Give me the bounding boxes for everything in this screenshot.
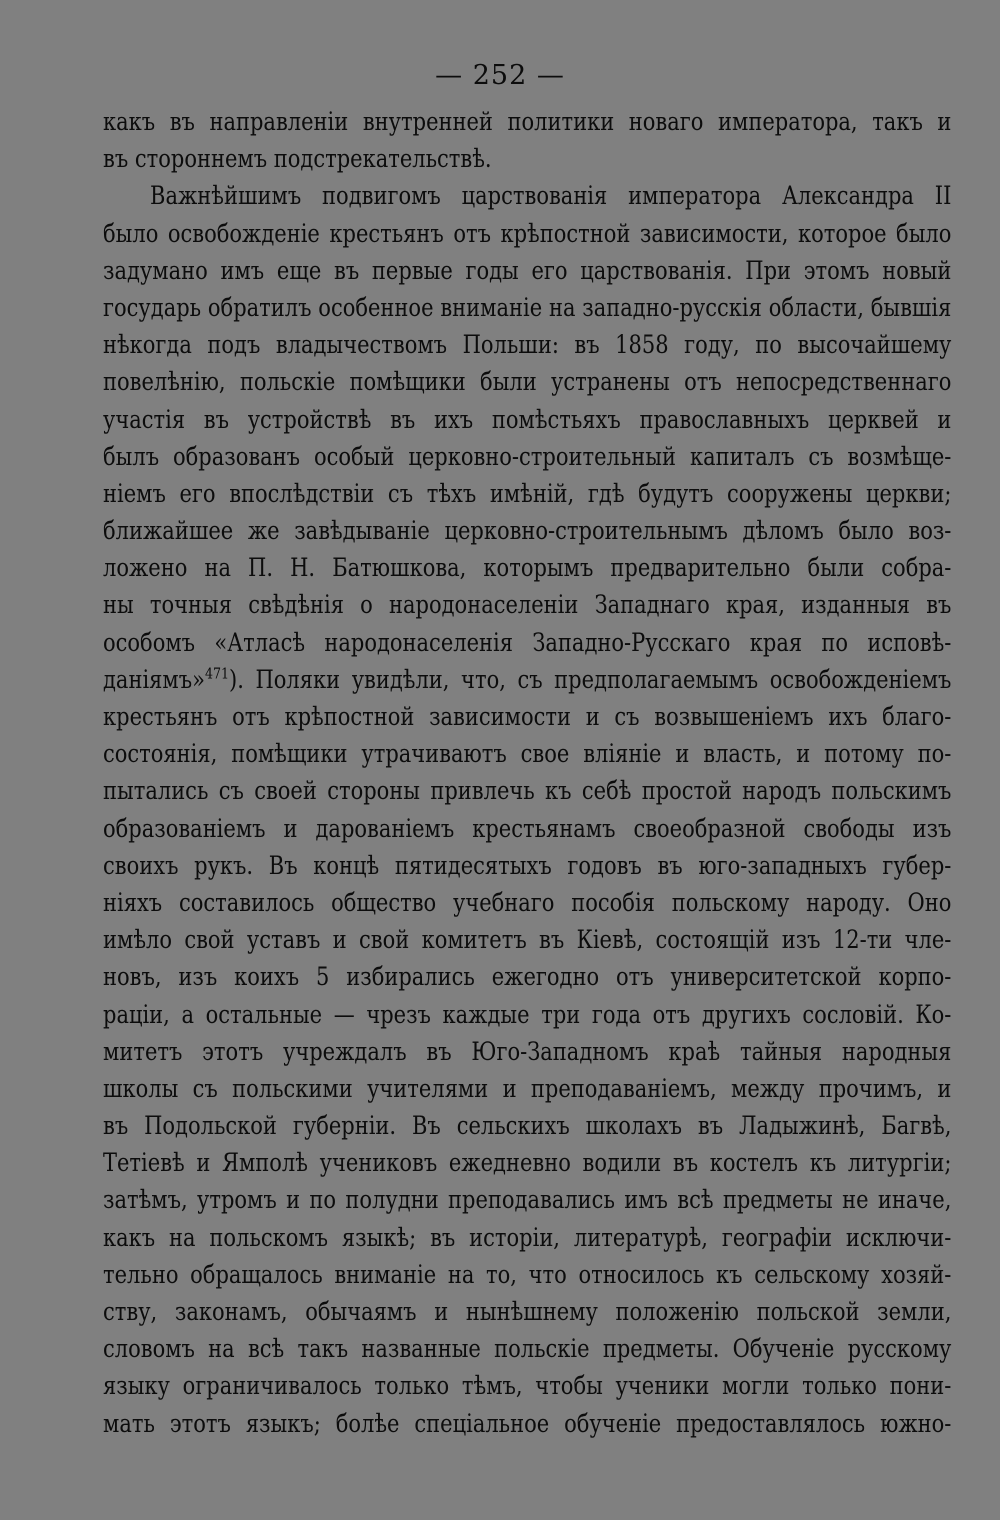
text-line: состоянія, помѣщики утрачиваютъ свое вліяніе и власть, и потому по- xyxy=(103,739,952,769)
text-line: было освобожденіе крестьянъ отъ крѣпостной зависимости, которое было xyxy=(103,218,952,248)
text-line: новъ, изъ коихъ 5 избирались ежегодно отъ университетской корпо- xyxy=(103,962,952,992)
body-text xyxy=(103,103,951,1442)
text-line: ніемъ его впослѣдствіи съ тѣхъ имѣній, гдѣ будутъ сооружены церкви; xyxy=(103,478,952,508)
text-line: митетъ этотъ учреждалъ въ Юго-Западномъ краѣ тайныя народныя xyxy=(103,1036,952,1066)
text-line: ложено на П. Н. Батюшкова, которымъ предварительно были собра- xyxy=(103,553,952,583)
text-segment: ). Поляки увидѣли, что, съ предполагаемымъ освобожденіемъ xyxy=(229,664,952,694)
text-line: мать этотъ языкъ; болѣе спеціальное обученіе предоставлялось южно- xyxy=(103,1408,952,1438)
text-line: тельно обращалось вниманіе на то, что относилось къ сельскому хозяй- xyxy=(103,1259,952,1289)
text-segment: даніямъ» xyxy=(103,664,205,694)
text-line: задумано имъ еще въ первые годы его царствованія. При этомъ новый xyxy=(103,255,952,285)
text-line: въ Подольской губерніи. Въ сельскихъ школахъ въ Ладыжинѣ, Багвѣ, xyxy=(103,1111,952,1141)
text-line: ству, законамъ, обычаямъ и нынѣшнему положенію польской земли, xyxy=(103,1297,952,1326)
text-line: Тетіевѣ и Ямполѣ учениковъ ежедневно водили въ костелъ къ литургіи; xyxy=(103,1148,952,1178)
text-line: въ стороннемъ подстрекательствѣ. xyxy=(103,144,492,174)
text-line: пытались съ своей стороны привлечь къ себѣ простой народъ польскимъ xyxy=(103,776,952,806)
footnote-reference[interactable]: 471 xyxy=(204,664,230,683)
text-line: затѣмъ, утромъ и по полудни преподавались имъ всѣ предметы не иначе, xyxy=(103,1185,952,1215)
text-line: какъ на польскомъ языкѣ; въ исторіи, литературѣ, географіи исключи- xyxy=(103,1222,952,1252)
text-line: какъ въ направленіи внутренней политики новаго императора, такъ и xyxy=(103,107,952,136)
text-line: ближайшее же завѣдываніе церковно-строительнымъ дѣломъ было воз- xyxy=(103,516,952,546)
text-line: былъ образованъ особый церковно-строительный капиталъ съ возмѣще- xyxy=(103,441,952,471)
text-line: государь обратилъ особенное вниманіе на западно-русскія области, бывшія xyxy=(103,292,952,322)
text-line: словомъ на всѣ такъ названные польскіе предметы. Обученіе русскому xyxy=(103,1334,952,1364)
text-line: ны точныя свѣдѣнія о народонаселеніи Западнаго края, изданныя въ xyxy=(103,590,952,620)
text-line: крестьянъ отъ крѣпостной зависимости и съ возвышеніемъ ихъ благо- xyxy=(103,702,952,731)
text-line: нѣкогда подъ владычествомъ Польши: въ 1858 году, по высочайшему xyxy=(103,330,952,360)
text-line: своихъ рукъ. Въ концѣ пятидесятыхъ годовъ въ юго-западныхъ губер- xyxy=(103,850,952,880)
text-line: имѣло свой уставъ и свой комитетъ въ Кіевѣ, состоящій изъ 12-ти чле- xyxy=(103,925,952,955)
text-line: ніяхъ составилось общество учебнаго пособія польскому народу. Оно xyxy=(103,887,952,917)
text-line: участія въ устройствѣ въ ихъ помѣстьяхъ православныхъ церквей и xyxy=(103,404,952,434)
text-line: языку ограничивалось только тѣмъ, чтобы ученики могли только пони- xyxy=(103,1371,952,1401)
text-line: раціи, а остальные — чрезъ каждые три года отъ другихъ сословій. Ко- xyxy=(103,999,952,1029)
page-number: — 252 — xyxy=(435,60,565,91)
text-line: школы съ польскими учителями и преподаваніемъ, между прочимъ, и xyxy=(103,1073,952,1103)
paragraph-start-line: Важнѣйшимъ подвигомъ царствованія императора Александра II xyxy=(150,181,952,211)
text-line: повелѣнію, польскіе помѣщики были устранены отъ непосредственнаго xyxy=(103,367,952,397)
text-line: образованіемъ и дарованіемъ крестьянамъ своеобразной свободы изъ xyxy=(103,813,952,843)
text-line-with-footnote xyxy=(103,661,951,698)
text-line: особомъ «Атласѣ народонаселенія Западно-Русскаго края по исповѣ- xyxy=(103,627,952,657)
